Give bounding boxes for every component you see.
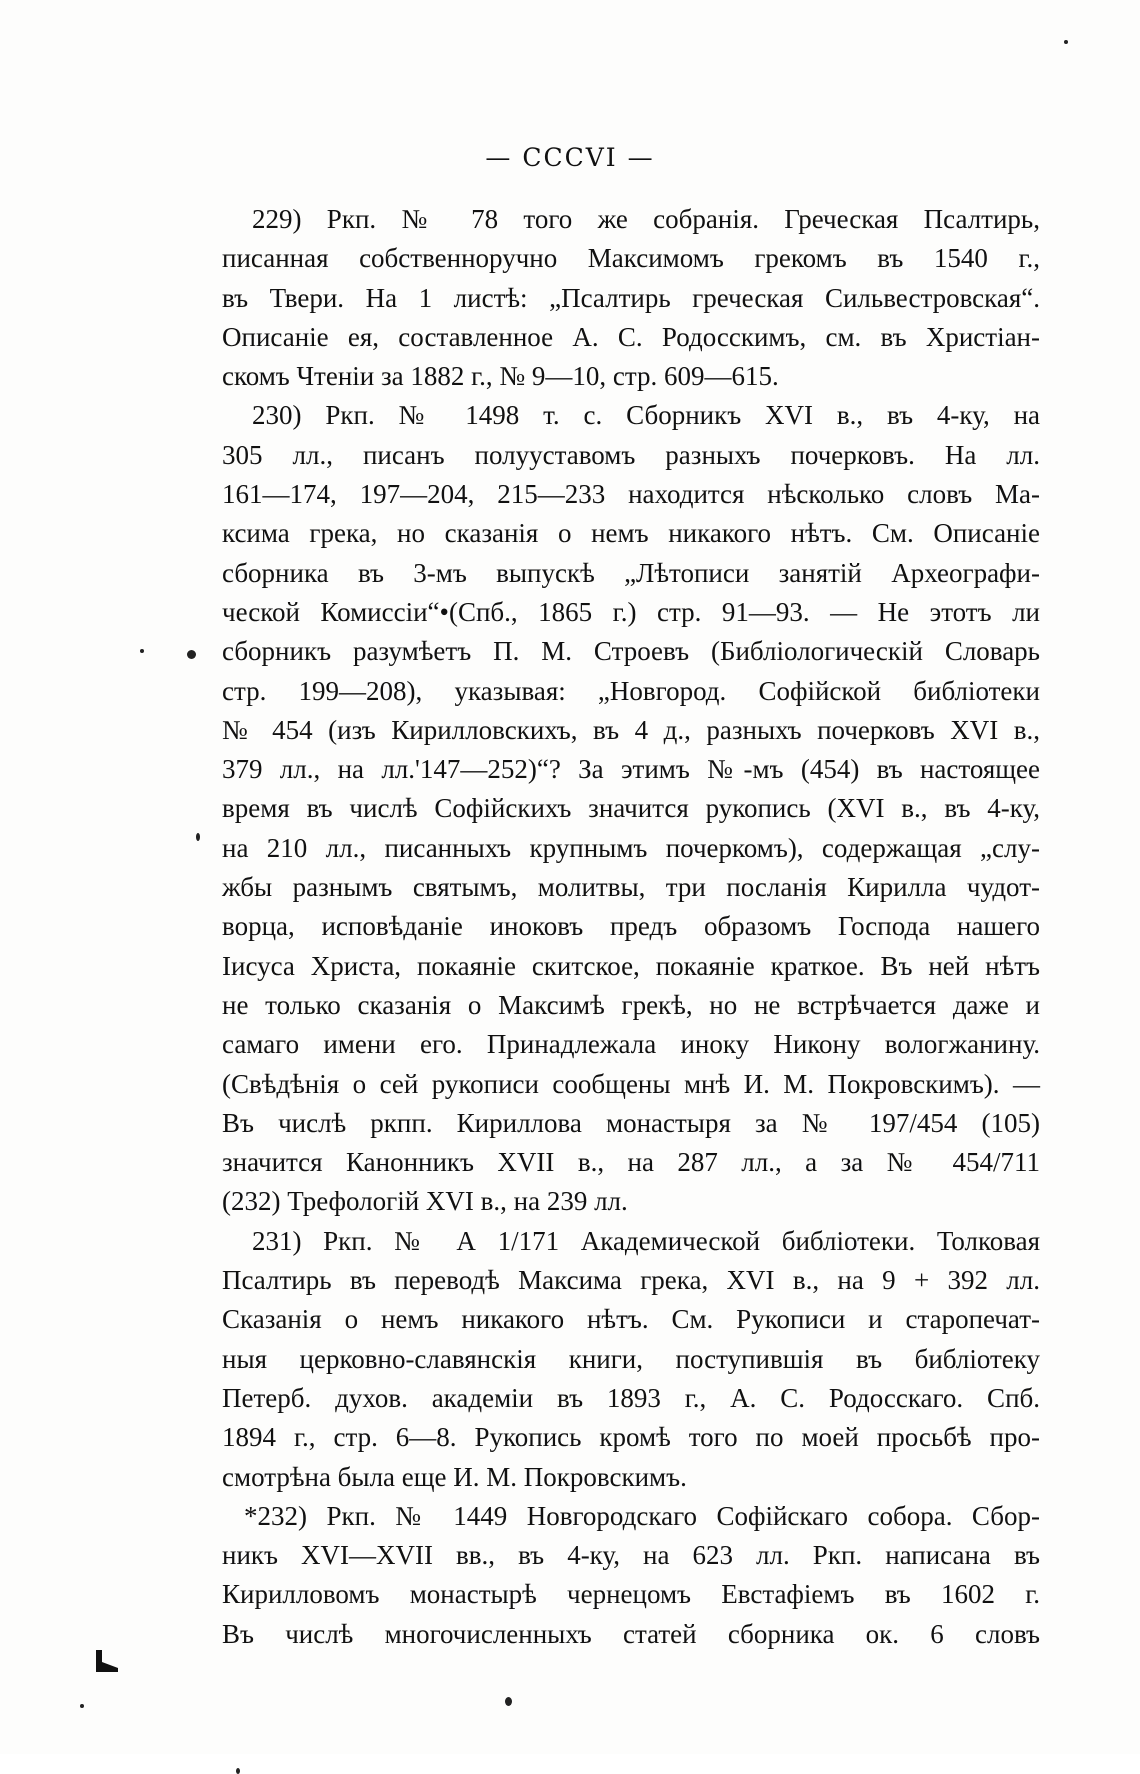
text-line: Псалтирь въ переводѣ Максима грека, XVI в., на 9 + 392 лл. [222,1265,1040,1296]
text-line: Петерб. духов. академіи въ 1893 г., А. С. Родосскаго. Спб. [222,1382,1040,1413]
text-line: никъ XVI—XVII вв., въ 4-ку, на 623 лл. Ркп. написана въ [222,1540,1040,1571]
text-line: 1894 г., стр. 6—8. Рукопись кромѣ того по моей просьбѣ про- [222,1422,1040,1453]
text-line: значится Канонникъ XVII в., на 287 лл., а за № 454/711 [222,1147,1040,1178]
scan-speck [196,833,200,841]
text-line: 230) Ркп. № 1498 т. с. Сборникъ XVI в., въ 4-ку, на [252,400,1040,431]
text-line: смотрѣна была еще И. М. Покровскимъ. [222,1461,687,1492]
text-line: скомъ Чтеніи за 1882 г., № 9—10, стр. 609—615. [222,361,779,392]
text-line: сборника въ 3-мъ выпускѣ „Лѣтописи занятій Археографи- [222,557,1040,588]
text-line: 231) Ркп. № А 1/171 Академической библіотеки. Толковая [252,1225,1040,1256]
text-line: Въ числѣ ркпп. Кириллова монастыря за № 197/454 (105) [222,1107,1040,1138]
scan-speck [505,1697,512,1706]
text-line: не только сказанія о Максимѣ грекѣ, но не встрѣчается даже и [222,989,1040,1020]
scan-speck [236,1768,240,1774]
text-line: въ Твери. На 1 листѣ: „Псалтирь греческая Сильвестровская“. [222,282,1040,313]
text-line: ныя церковно-славянскія книги, поступившія въ библіотеку [222,1343,1040,1374]
text-line: на 210 лл., писанныхъ крупнымъ почеркомъ), содержащая „слу- [222,832,1040,863]
text-line: (Свѣдѣнія о сей рукописи сообщены мнѣ И. М. Покровскимъ). — [222,1068,1040,1099]
text-line: 229) Ркп. № 78 того же собранія. Греческая Псалтирь, [252,204,1040,234]
text-line: стр. 199—208), указывая: „Новгород. Софійской библіотеки [222,675,1040,706]
text-line: ксима грека, но сказанія о немъ никакого нѣтъ. См. Описаніе [222,518,1040,549]
scan-corner-mark [96,1650,120,1672]
text-line: Въ числѣ многочисленныхъ статей сборника ок. 6 словъ [222,1618,1040,1649]
text-line: 379 лл., на лл.'147—252)“? За этимъ №-мъ (454) въ настоящее [222,754,1040,785]
text-line: время въ числѣ Софійскихъ значится рукопись (XVI в., въ 4-ку, [222,793,1040,824]
text-line: ческой Комиссіи“•(Спб., 1865 г.) стр. 91—93. — Не этотъ ли [222,596,1040,627]
text-line: № 454 (изъ Кирилловскихъ, въ 4 д., разныхъ почерковъ XVI в., [222,714,1040,745]
text-line: Сказанія о немъ никакого нѣтъ. См. Рукописи и старопечат- [222,1304,1040,1335]
scan-speck [1064,40,1068,44]
scan-speck [187,650,196,659]
page-number-header: — CCCVI — [485,143,655,172]
page-body [222,200,1040,1654]
text-line: Описаніе ея, составленное А. С. Родосскимъ, см. въ Христіан- [222,321,1040,352]
text-line: ворца, исповѣданіе иноковъ предъ образомъ Господа нашего [222,911,1040,942]
scan-speck [140,649,144,653]
scan-speck [80,1704,84,1708]
text-line: 305 лл., писанъ полууставомъ разныхъ почерковъ. На лл. [222,439,1040,470]
text-line: сборникъ разумѣетъ П. М. Строевъ (Библіологическій Словарь [222,636,1040,667]
text-line: писанная собственноручно Максимомъ грекомъ въ 1540 г., [222,243,1040,274]
text-line: Іисуса Христа, покаяніе скитское, покаяніе краткое. Въ ней нѣтъ [222,950,1040,981]
text-line: самаго имени его. Принадлежала иноку Никону вологжанину. [222,1029,1040,1060]
text-line: Кирилловомъ монастырѣ чернецомъ Евстафіемъ въ 1602 г. [222,1579,1040,1610]
text-line: жбы разнымъ святымъ, молитвы, три посланія Кирилла чудот- [222,872,1040,903]
text-line: 161—174, 197—204, 215—233 находится нѣсколько словъ Ма- [222,479,1040,510]
text-line: *232) Ркп. № 1449 Новгородскаго Софійскаго собора. Сбор- [244,1500,1040,1531]
text-line: (232) Трефологій XVI в., на 239 лл. [222,1186,628,1217]
